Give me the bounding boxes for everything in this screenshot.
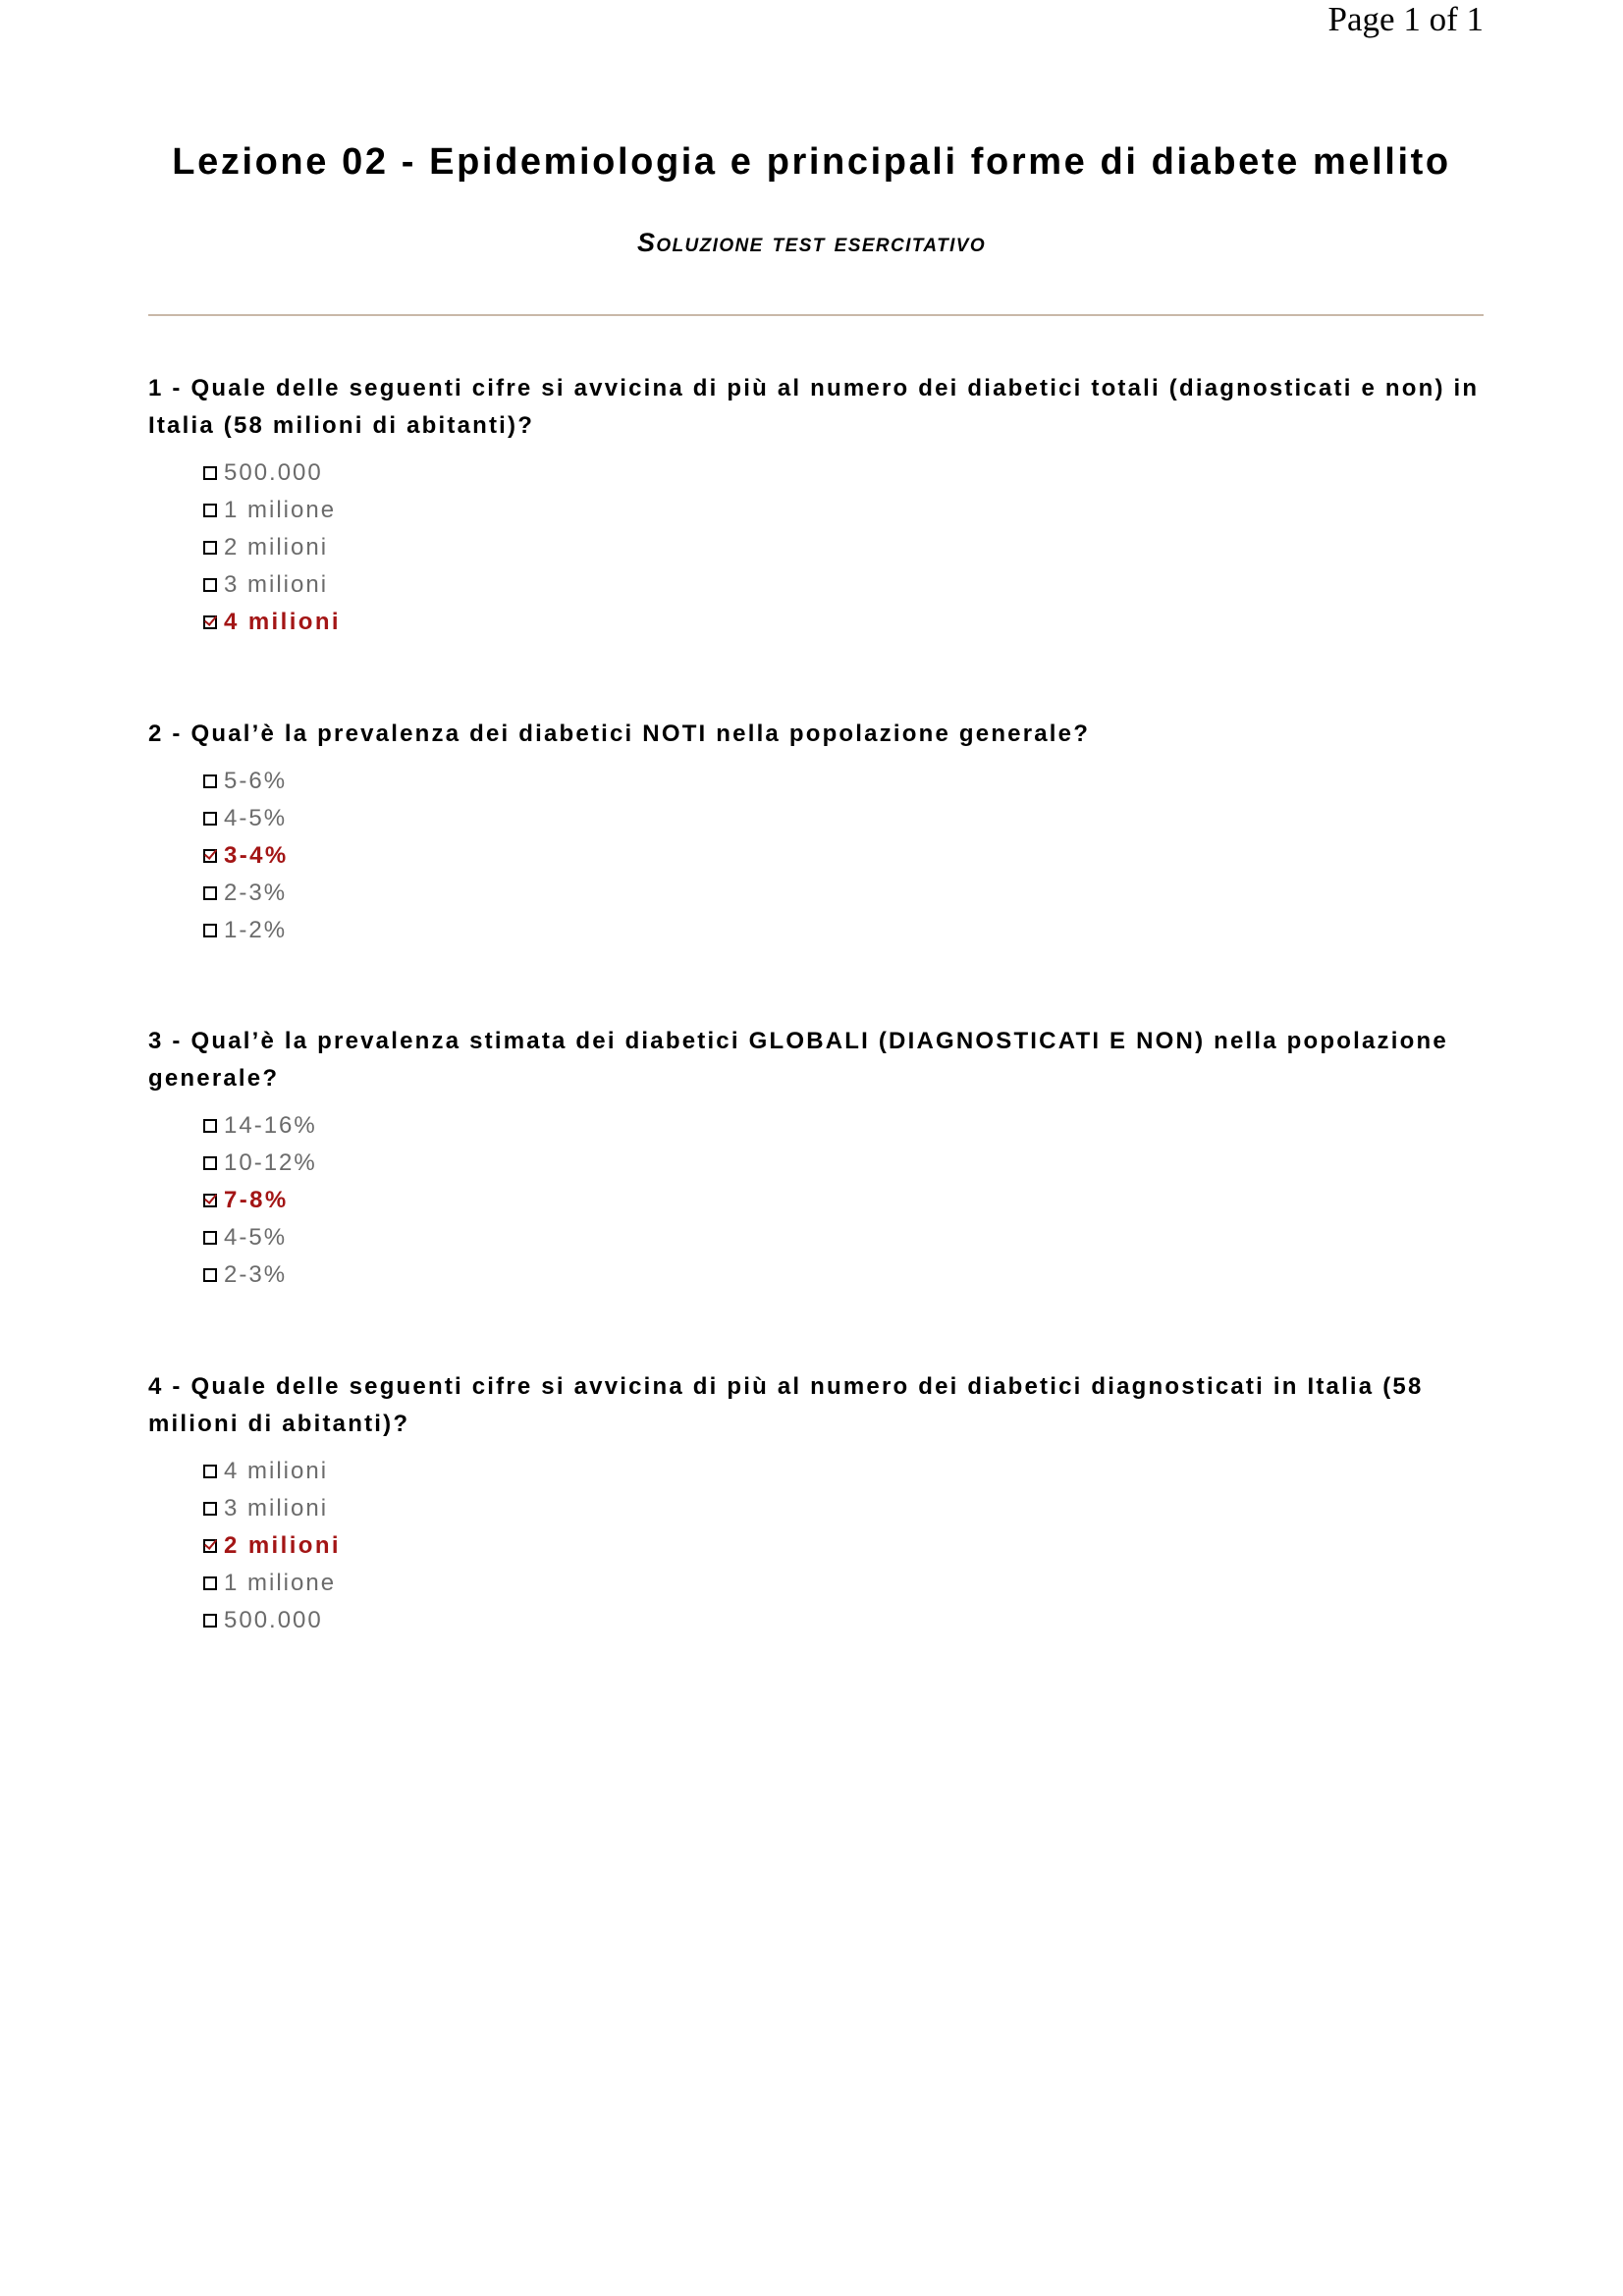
answer-label: 5-6%: [224, 768, 288, 794]
subtitle-text: Soluzione test esercitativo: [636, 228, 987, 257]
page-title: Lezione 02 - Epidemiologia e principali forme di diabete mellito: [172, 141, 1451, 183]
question-3: [148, 1023, 1486, 1294]
answer-option[interactable]: [203, 1145, 1486, 1182]
question-text: 3 - Qual’è la prevalenza stimata dei diabetici GLOBALI (DIAGNOSTICATI E NON) nella popolazione generale?: [148, 1028, 1448, 1092]
answer-label: 500.000: [224, 1607, 323, 1633]
checkbox-icon[interactable]: [203, 578, 217, 592]
checkbox-icon[interactable]: [203, 924, 217, 937]
answer-option[interactable]: [203, 492, 1486, 529]
answer-label: 4-5%: [224, 1224, 288, 1251]
answer-option[interactable]: [203, 763, 1486, 800]
question-4: [148, 1368, 1486, 1639]
checkbox-icon[interactable]: [203, 1268, 217, 1282]
checked-checkbox-icon[interactable]: [203, 1194, 217, 1207]
answer-label: 3-4%: [224, 842, 289, 869]
checkbox-icon[interactable]: [203, 1119, 217, 1133]
checked-checkbox-icon[interactable]: [203, 849, 217, 863]
answer-option[interactable]: [203, 1256, 1486, 1294]
answer-list: [148, 763, 1486, 949]
answer-list: [148, 1107, 1486, 1294]
answer-label: 2 milioni: [224, 534, 329, 561]
answer-label: 1 milione: [224, 497, 337, 523]
answer-option[interactable]: [203, 800, 1486, 837]
checkbox-icon[interactable]: [203, 541, 217, 555]
answer-list: [148, 454, 1486, 641]
checkbox-icon[interactable]: [203, 504, 217, 517]
question-1: [148, 370, 1486, 641]
answer-label: 14-16%: [224, 1112, 317, 1139]
checkbox-icon[interactable]: [203, 886, 217, 900]
answer-label: 4 milioni: [224, 1458, 329, 1484]
checkbox-icon[interactable]: [203, 1502, 217, 1516]
checkbox-icon[interactable]: [203, 812, 217, 826]
answer-label: 4 milioni: [224, 609, 341, 635]
answer-label: 2-3%: [224, 1261, 288, 1288]
answer-option[interactable]: [203, 1219, 1486, 1256]
answer-option[interactable]: [203, 912, 1486, 949]
checkbox-icon[interactable]: [203, 1156, 217, 1170]
answer-option-correct[interactable]: [203, 837, 1486, 875]
answer-option[interactable]: [203, 566, 1486, 604]
answer-option[interactable]: [203, 875, 1486, 912]
answer-label: 3 milioni: [224, 1495, 329, 1522]
answer-option-correct[interactable]: [203, 1527, 1486, 1565]
page-number: Page 1 of 1: [1327, 0, 1484, 38]
checkbox-icon[interactable]: [203, 1231, 217, 1245]
checked-checkbox-icon[interactable]: [203, 1539, 217, 1553]
question-2: [148, 716, 1486, 949]
answer-list: [148, 1453, 1486, 1639]
checkbox-icon[interactable]: [203, 1614, 217, 1628]
question-text: 1 - Quale delle seguenti cifre si avvicina di più al numero dei diabetici totali (diagnosticati e non) in Italia (58 milioni di abitanti)?: [148, 375, 1480, 439]
answer-option[interactable]: [203, 1602, 1486, 1639]
answer-label: 1 milione: [224, 1570, 337, 1596]
answer-option[interactable]: [203, 1107, 1486, 1145]
page-subtitle: [0, 226, 1623, 259]
answer-label: 2 milioni: [224, 1532, 341, 1559]
checkbox-icon[interactable]: [203, 1465, 217, 1478]
answer-option[interactable]: [203, 1490, 1486, 1527]
question-text: 2 - Qual’è la prevalenza dei diabetici NOTI nella popolazione generale?: [148, 721, 1091, 747]
answer-label: 500.000: [224, 459, 323, 486]
answer-option[interactable]: [203, 529, 1486, 566]
checkbox-icon[interactable]: [203, 774, 217, 788]
answer-label: 2-3%: [224, 880, 288, 906]
answer-option-correct[interactable]: [203, 604, 1486, 641]
answer-option[interactable]: [203, 1565, 1486, 1602]
checkbox-icon[interactable]: [203, 466, 217, 480]
question-text: 4 - Quale delle seguenti cifre si avvicina di più al numero dei diabetici diagnosticati in Italia (58 milioni di abitanti)?: [148, 1373, 1424, 1437]
answer-option[interactable]: [203, 454, 1486, 492]
answer-label: 1-2%: [224, 917, 288, 943]
title-divider: [148, 314, 1484, 316]
checked-checkbox-icon[interactable]: [203, 615, 217, 629]
answer-label: 7-8%: [224, 1187, 289, 1213]
answer-label: 4-5%: [224, 805, 288, 831]
answer-label: 10-12%: [224, 1149, 317, 1176]
checkbox-icon[interactable]: [203, 1576, 217, 1590]
answer-option-correct[interactable]: [203, 1182, 1486, 1219]
answer-label: 3 milioni: [224, 571, 329, 598]
answer-option[interactable]: [203, 1453, 1486, 1490]
